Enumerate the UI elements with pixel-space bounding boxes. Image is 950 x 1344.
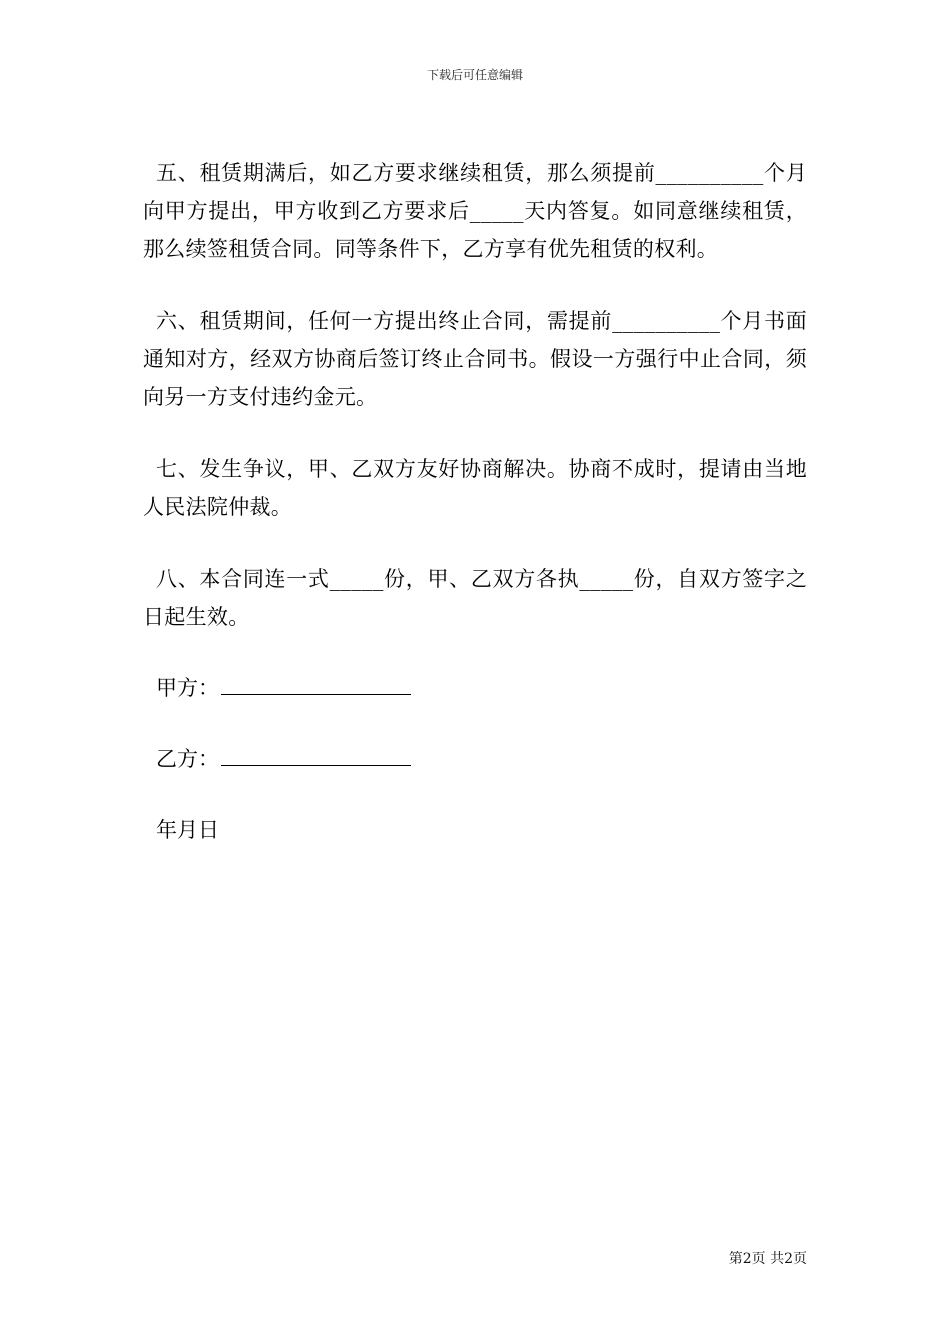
- clause-six-text: 六、租赁期间，任何一方提出终止合同，需提前__________个月书面通知对方，经双方协商后签订终止合同书。假设一方强行中止合同，须向另一方支付违约金元。: [143, 309, 807, 409]
- header-note: 下载后可任意编辑: [426, 68, 523, 82]
- date-label: 年月日: [156, 818, 219, 842]
- signing-date: [156, 815, 219, 845]
- clause-seven-text: 七、发生争议，甲、乙双方友好协商解决。协商不成时，提请由当地人民法院仲裁。: [143, 457, 807, 519]
- party-a-signature-blank: [221, 674, 411, 695]
- clause-six: [143, 302, 807, 416]
- party-a-label: 甲方：: [156, 676, 219, 700]
- clause-seven: [143, 450, 807, 526]
- clause-eight-text: 八、本合同连一式_____份，甲、乙双方各执_____份，自双方签字之日起生效。: [143, 567, 807, 629]
- clause-five: [143, 154, 807, 268]
- clause-five-text: 五、租赁期满后，如乙方要求继续租赁，那么须提前__________个月向甲方提出，甲方收到乙方要求后_____天内答复。如同意继续租赁，那么续签租赁合同。同等条件下，乙方享有优先租赁的权利。: [143, 161, 807, 261]
- party-b-signature-blank: [221, 745, 411, 766]
- party-b-signature: [156, 744, 411, 774]
- clause-eight: [143, 560, 807, 636]
- page-number: 第2页 共2页: [728, 1251, 807, 1267]
- party-a-signature: [156, 673, 411, 703]
- party-b-label: 乙方：: [156, 747, 219, 771]
